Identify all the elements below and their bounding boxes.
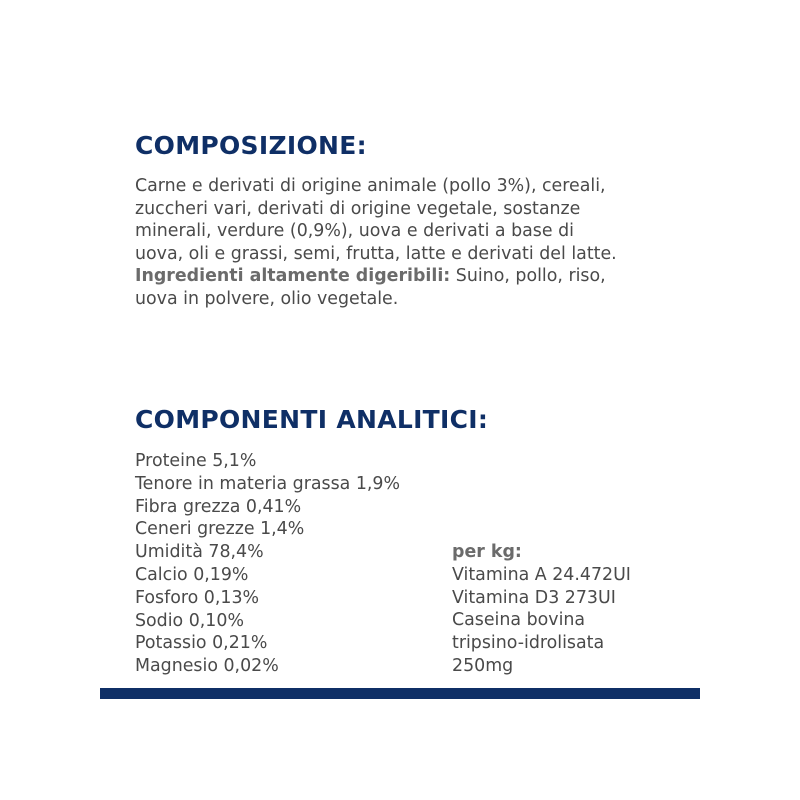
- additive-item: tripsino-idrolisata: [452, 633, 605, 654]
- additive-item: Vitamina A 24.472UI: [452, 564, 631, 585]
- analytical-item: Umidità 78,4%: [135, 542, 264, 563]
- analytical-item: Potassio 0,21%: [135, 633, 268, 654]
- digestible-ingredients-label: Ingredienti altamente digeribili:: [135, 266, 451, 286]
- analytical-item: Proteine 5,1%: [135, 451, 257, 471]
- analytical-item: Tenore in materia grassa 1,9%: [135, 473, 401, 494]
- analytical-item: Fibra grezza 0,41%: [135, 496, 302, 517]
- analytical-item: Calcio 0,19%: [135, 564, 249, 585]
- composition-line: Carne e derivati di origine animale (pollo 3%), cereali,: [135, 176, 606, 196]
- analytical-item: Sodio 0,10%: [135, 610, 244, 631]
- analytical-item: Fosforo 0,13%: [135, 587, 260, 608]
- analytical-list: [135, 450, 400, 678]
- composition-line: uova, oli e grassi, semi, frutta, latte e derivati del latte.: [135, 243, 617, 264]
- analytical-item: Magnesio 0,02%: [135, 656, 279, 677]
- composition-line: zuccheri vari, derivati di origine vegetale, sostanze: [135, 198, 581, 219]
- digestible-ingredients-text: Suino, pollo, riso,: [450, 266, 606, 286]
- composition-text: [135, 175, 695, 310]
- composition-heading: COMPOSIZIONE:: [135, 131, 367, 160]
- analytical-item: Ceneri grezze 1,4%: [135, 519, 305, 540]
- additive-item: Vitamina D3 273UI: [452, 587, 616, 608]
- per-kg-label: per kg:: [452, 542, 522, 562]
- composition-line: minerali, verdure (0,9%), uova e derivati a base di: [135, 221, 574, 241]
- bottom-divider-bar: [100, 688, 700, 699]
- additive-item: 250mg: [452, 655, 514, 676]
- digestible-ingredients-text-continued: uova in polvere, olio vegetale.: [135, 288, 399, 309]
- digestible-ingredients-line: [135, 265, 695, 288]
- analytical-heading: COMPONENTI ANALITICI:: [135, 405, 489, 434]
- additive-item: Caseina bovina: [452, 610, 586, 631]
- additives-list: [452, 541, 631, 678]
